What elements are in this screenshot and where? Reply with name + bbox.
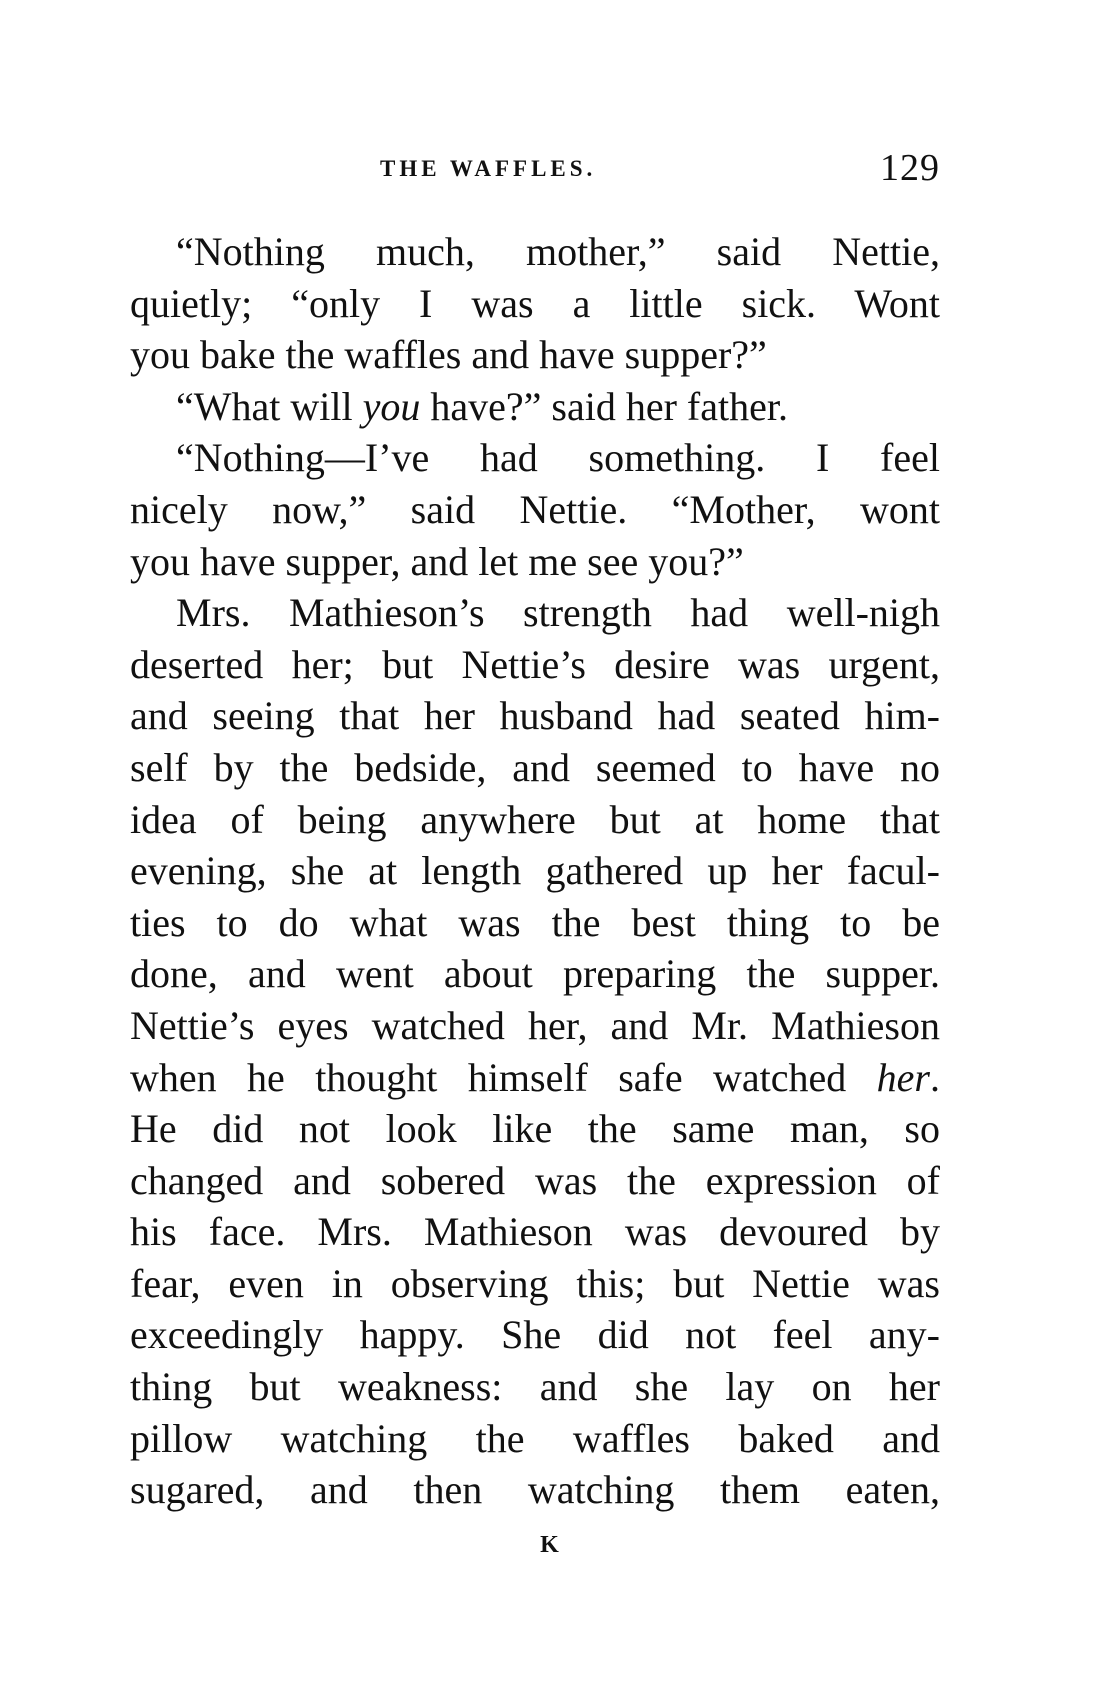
text-segment: have?” said her father. [420,383,788,429]
text-line: He did not look like the same man, so [130,1106,940,1152]
text-line: self by the bedside, and seemed to have no [130,744,940,790]
text-line: you have supper, and let me see you?” [130,538,744,584]
text-line [130,1052,940,1104]
running-head [130,147,940,194]
text-line: ties to do what was the best thing to be [130,899,940,945]
text-line: changed and sobered was the expression of [130,1157,940,1203]
text-segment: . [930,1054,940,1100]
text-line: thing but weakness: and she lay on her [130,1364,940,1410]
text-line: fear, even in observing this; but Nettie was [130,1260,940,1306]
text-line: Mrs. Mathieson’s strength had well-nigh [176,590,940,636]
body-text [130,226,940,1516]
text-line: quietly; “only I was a little sick. Wont [130,280,940,326]
text-segment: when he thought himself safe watched [130,1054,877,1100]
text-line: done, and went about preparing the supper. [130,951,940,997]
italic-emphasis: you [362,383,421,429]
text-line [130,381,940,433]
text-line: exceedingly happy. She did not feel any- [130,1312,940,1358]
signature-mark: K [540,1532,560,1558]
running-title: THE WAFFLES. [380,156,597,181]
text-line: sugared, and then watching them eaten, [130,1467,940,1513]
text-line: pillow watching the waffles baked and [130,1415,940,1461]
italic-emphasis: her [876,1054,930,1100]
text-line: you bake the waffles and have supper?” [130,332,767,378]
text-line: and seeing that her husband had seated him- [130,693,940,739]
text-line: “Nothing—I’ve had something. I feel [176,435,940,481]
page-number: 129 [880,147,940,189]
text-line: his face. Mrs. Mathieson was devoured by [130,1209,940,1255]
text-line: “Nothing much, mother,” said Nettie, [176,229,940,274]
text-segment: “What will [176,383,363,429]
text-line: deserted her; but Nettie’s desire was urgent, [130,641,940,687]
text-line: idea of being anywhere but at home that [130,796,940,842]
text-line: Nettie’s eyes watched her, and Mr. Mathieson [130,1002,940,1048]
text-line: nicely now,” said Nettie. “Mother, wont [130,486,940,532]
text-line: evening, she at length gathered up her facul- [130,848,940,894]
